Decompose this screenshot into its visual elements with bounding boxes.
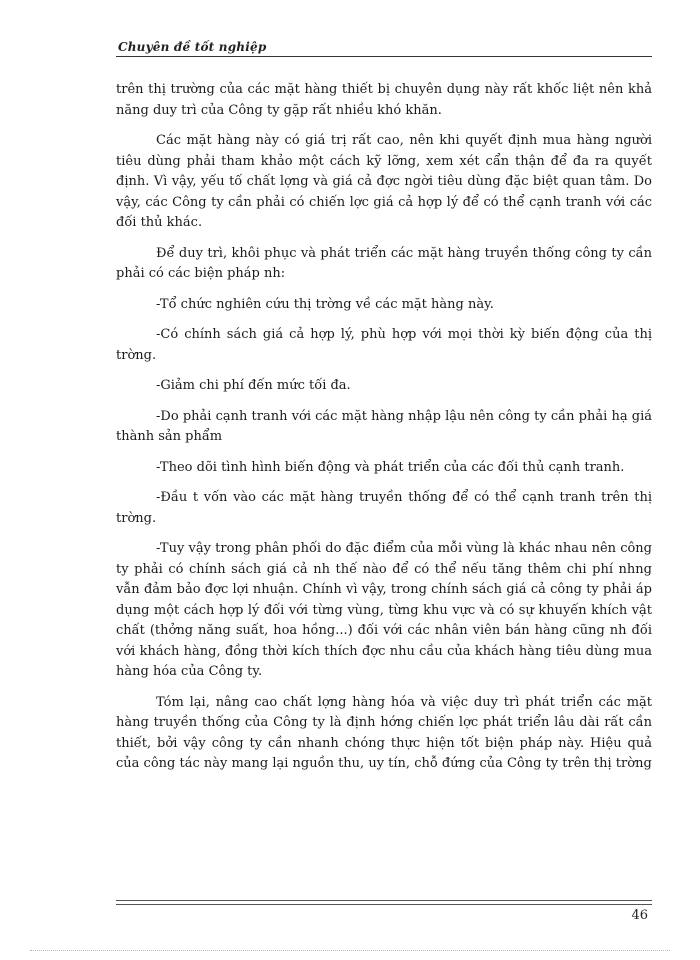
list-item: -Tổ chức nghiên cứu thị trờng về các mặt hàng này. xyxy=(156,296,494,312)
body-text xyxy=(116,80,652,785)
list-item: -Tuy vậy trong phân phối do đặc điểm của mỗi vùng là khác nhau nên công ty phải có chính sách giá cả nh thế nào để có thể nếu tăng thêm chi phí nhng vẫn đảm bảo đợc lợi nhuận. Chính vì vậy, trong chính sách giá cả công ty phải áp dụng một cách hợp lý đối với từng vùng, từng khu vực và có sự khuyến khích vật chất (thởng năng suất, hoa hồng...) đối với các nhân viên bán hàng cũng nh đối với khách hàng, đồng thời kích thích đợc nhu cầu của khách hàng tiêu dùng mua hàng hóa của Công ty. xyxy=(116,541,652,679)
paragraph: Tóm lại, nâng cao chất lợng hàng hóa và việc duy trì phát triển các mặt hàng truyền thống của Công ty là định hớng chiến lợc phát triển lâu dài rất cần thiết, bởi vậy công ty cần nhanh chóng thực hiện tốt biện pháp này. Hiệu quả của công tác này mang lại nguồn thu, uy tín, chỗ đứng của Công ty trên thị trờng xyxy=(116,694,652,771)
page-number: 46 xyxy=(631,908,648,923)
list-item: -Do phải cạnh tranh với các mặt hàng nhập lậu nên công ty cần phải hạ giá thành sản phẩm xyxy=(116,408,652,444)
list-item: -Theo dõi tình hình biến động và phát triển của các đối thủ cạnh tranh. xyxy=(156,459,625,475)
footer-rule xyxy=(116,900,652,901)
footer-rule xyxy=(116,904,652,905)
page-boundary-divider xyxy=(30,950,670,951)
list-item: -Có chính sách giá cả hợp lý, phù hợp với mọi thời kỳ biến động của thị trờng. xyxy=(116,327,652,363)
paragraph: Các mặt hàng này có giá trị rất cao, nên khi quyết định mua hàng người tiêu dùng phải tham khảo một cách kỹ lỡng, xem xét cẩn thận để đa ra quyết định. Vì vậy, yếu tố chất lợng và giá cả đợc ngời tiêu dùng đặc biệt quan tâm. Do vậy, các Công ty cần phải có chiến lợc giá cả hợp lý để có thể cạnh tranh với các đối thủ khác. xyxy=(116,133,652,230)
header-rule xyxy=(116,56,652,57)
list-item: -Đầu t vốn vào các mặt hàng truyền thống để có thể cạnh tranh trên thị trờng. xyxy=(116,490,652,526)
paragraph: trên thị trường của các mặt hàng thiết bị chuyên dụng này rất khốc liệt nên khả năng duy trì của Công ty gặp rất nhiều khó khăn. xyxy=(116,82,652,118)
paragraph: Để duy trì, khôi phục và phát triển các mặt hàng truyền thống công ty cần phải có các biện pháp nh: xyxy=(116,245,652,281)
list-item: -Giảm chi phí đến mức tối đa. xyxy=(156,378,351,393)
running-header: Chuyên đề tốt nghiệp xyxy=(118,40,267,54)
